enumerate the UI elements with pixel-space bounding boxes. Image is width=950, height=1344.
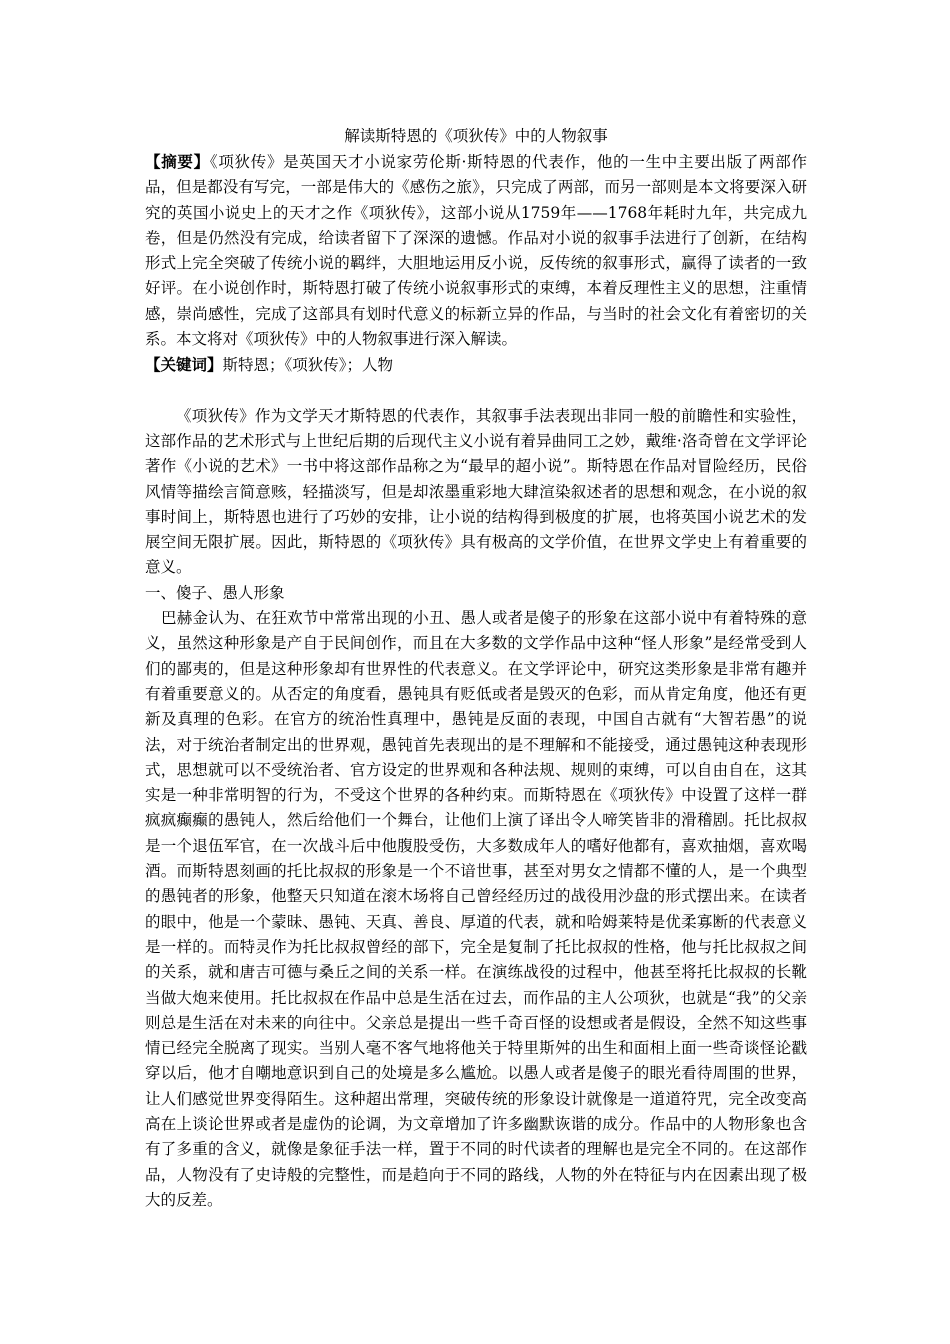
keywords-label: 【关键词】: [145, 355, 223, 375]
blank-line: [145, 379, 807, 404]
document-page: [145, 123, 807, 1213]
keywords-text: 斯特恩；《项狄传》；人物: [222, 356, 394, 375]
section-heading: 一、傻子、愚人形象: [145, 583, 285, 602]
section-paragraph: 巴赫金认为、在狂欢节中常常出现的小丑、愚人或者是傻子的形象在这部小说中有着特殊的意义，虽然这种形象是产自于民间创作，而且在大多数的文学作品中这种“怪人形象”是经常受到人们的鄙夷的，但是这种形象却有世界性的代表意义。在文学评论中，研究这类形象是非常有趣并有着重要意义的。从否定的角度看，愚钝具有贬低或者是毁灭的色彩，而从肯定角度，他还有更新及真理的色彩。在官方的统治性真理中，愚钝是反面的表现，中国自古就有“大智若愚”的说法，对于统治者制定出的世界观，愚钝首先表现出的是不理解和不能接受，通过愚钝这种表现形式，思想就可以不受统治者、官方设定的世界观和各种法规、规则的束缚，可以自由自在，这其实是一种非常明智的行为，不受这个世界的各种约束。而斯特恩在《项狄传》中设置了这样一群疯疯癫癫的愚钝人，然后给他们一个舞台，让他们上演了译出令人啼笑皆非的滑稽剧。托比叔叔是一个退伍军官，在一次战斗后中他腹股受伤，大多数成年人的嗜好他都有，喜欢抽烟，喜欢喝酒。而斯特恩刻画的托比叔叔的形象是一个不谙世事，甚至对男女之情都不懂的人，是一个典型的愚钝者的形象，他整天只知道在滚木场将自己曾经经历过的战役用沙盘的形式摆出来。在读者的眼中，他是一个蒙昧、愚钝、天真、善良、厚道的代表，就和哈姆莱特是优柔寡断的代表意义是一样的。而特灵作为托比叔叔曾经的部下，完全是复制了托比叔叔的性格，他与托比叔叔之间的关系，就和唐吉可德与桑丘之间的关系一样。在演练战役的过程中，他甚至将托比叔叔的长靴当做大炮来使用。托比叔叔在作品中总是生活在过去，而作品的主人公项狄，也就是“我”的父亲则总是生活在对未来的向往中。父亲总是提出一些千奇百怪的设想或者是假设，全然不知这些事情已经完全脱离了现实。当别人毫不客气地将他关于特里斯舛的出生和面相上面一些奇谈怪论戳穿以后，他才自嘲地意识到自己的处境是多么尴尬。以愚人或者是傻子的眼光看待周围的世界，让人们感觉世界变得陌生。这种超出常理，突破传统的形象设计就像是一道道符咒，完全改变高高在上谈论世界或者是虚伪的论调，为文章增加了许多幽默诙谐的成分。作品中的人物形象也含有了多重的含义，就像是象征手法一样，置于不同的时代读者的理解也是完全不同的。在这部作品，人物没有了史诗般的完整性，而是趋向于不同的路线，人物的外在特征与内在因素出现了极大的反差。: [145, 609, 807, 1209]
intro-paragraph: 《项狄传》作为文学天才斯特恩的代表作，其叙事手法表现出非同一般的前瞻性和实验性，这部作品的艺术形式与上世纪后期的后现代主义小说有着异曲同工之妙，戴维·洛奇曾在文学评论著作《小说的艺术》一书中将这部作品称之为“最早的超小说”。斯特恩在作品对冒险经历，民俗风情等描绘言简意赅，轻描淡写，但是却浓墨重彩地大肆渲染叙述者的思想和观念，在小说的叙事时间上，斯特恩也进行了巧妙的安排，让小说的结构得到极度的扩展，也将英国小说艺术的发展空间无限扩展。因此，斯特恩的《项狄传》具有极高的文学价值，在世界文学史上有着重要的意义。: [145, 406, 807, 577]
keywords-paragraph: [145, 352, 807, 378]
abstract-paragraph: [145, 149, 807, 352]
abstract-label: 【摘要】: [145, 152, 210, 171]
abstract-text: 《项狄传》是英国天才小说家劳伦斯·斯特恩的代表作，他的一生中主要出版了两部作品，但是都没有写完，一部是伟大的《感伤之旅》，只完成了两部，而另一部则是本文将要深入研究的英国小说史上的天才之作《项狄传》，这部小说从1759年——1768年耗时九年，共完成九卷，但是仍然没有完成，给读者留下了深深的遗憾。作品对小说的叙事手法进行了创新，在结构形式上完全突破了传统小说的羁绊，大胆地运用反小说，反传统的叙事形式，赢得了读者的一致好评。在小说创作时，斯特恩打破了传统小说叙事形式的束缚，本着反理性主义的思想，注重情感，崇尚感性，完成了这部具有划时代意义的标新立异的作品，与当时的社会文化有着密切的关系。本文将对《项狄传》中的人物叙事进行深入解读。: [145, 153, 807, 349]
document-title: 解读斯特恩的《项狄传》中的人物叙事: [344, 127, 608, 145]
